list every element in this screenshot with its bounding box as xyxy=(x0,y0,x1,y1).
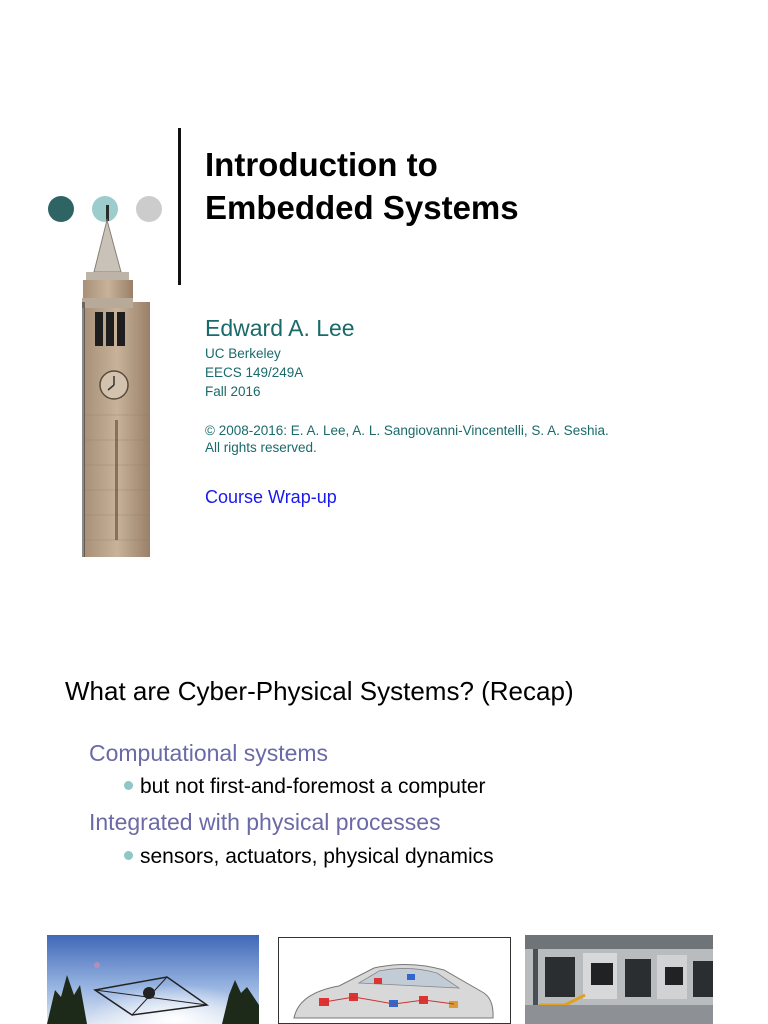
term: Fall 2016 xyxy=(205,384,261,399)
title-line-1: Introduction to xyxy=(205,146,438,183)
quadrotor-photo xyxy=(47,935,259,1024)
slide2-title: What are Cyber-Physical Systems? (Recap) xyxy=(65,676,574,706)
sub-bullet-1 xyxy=(124,775,486,799)
bullet-dot xyxy=(124,781,133,790)
sub-bullet-2-text: sensors, actuators, physical dynamics xyxy=(140,845,494,868)
course-wrap-up-link[interactable]: Course Wrap-up xyxy=(205,487,337,507)
bullet-computational-systems: Computational systems xyxy=(89,740,329,766)
copyright-line-1: © 2008-2016: E. A. Lee, A. L. Sangiovanni-Vincentelli, S. A. Seshia. xyxy=(205,423,609,438)
campanile-tower-image xyxy=(72,200,162,560)
sub-bullet-2 xyxy=(124,845,494,869)
copyright-line-2: All rights reserved. xyxy=(205,440,317,455)
affiliation: UC Berkeley xyxy=(205,346,281,361)
author-name: Edward A. Lee xyxy=(205,315,355,341)
car-electronics-diagram xyxy=(278,937,511,1024)
title-divider-line xyxy=(178,128,181,285)
copyright xyxy=(205,422,609,456)
course-code: EECS 149/249A xyxy=(205,365,304,380)
bullet-integrated-physical: Integrated with physical processes xyxy=(89,809,441,835)
factory-robots-photo xyxy=(525,935,713,1024)
decorative-dot-1 xyxy=(48,196,74,222)
author-details xyxy=(205,344,303,401)
bullet-dot xyxy=(124,851,133,860)
title-line-2: Embedded Systems xyxy=(205,189,519,226)
sub-bullet-1-text: but not first-and-foremost a computer xyxy=(140,775,486,798)
slide1-title xyxy=(205,143,519,229)
